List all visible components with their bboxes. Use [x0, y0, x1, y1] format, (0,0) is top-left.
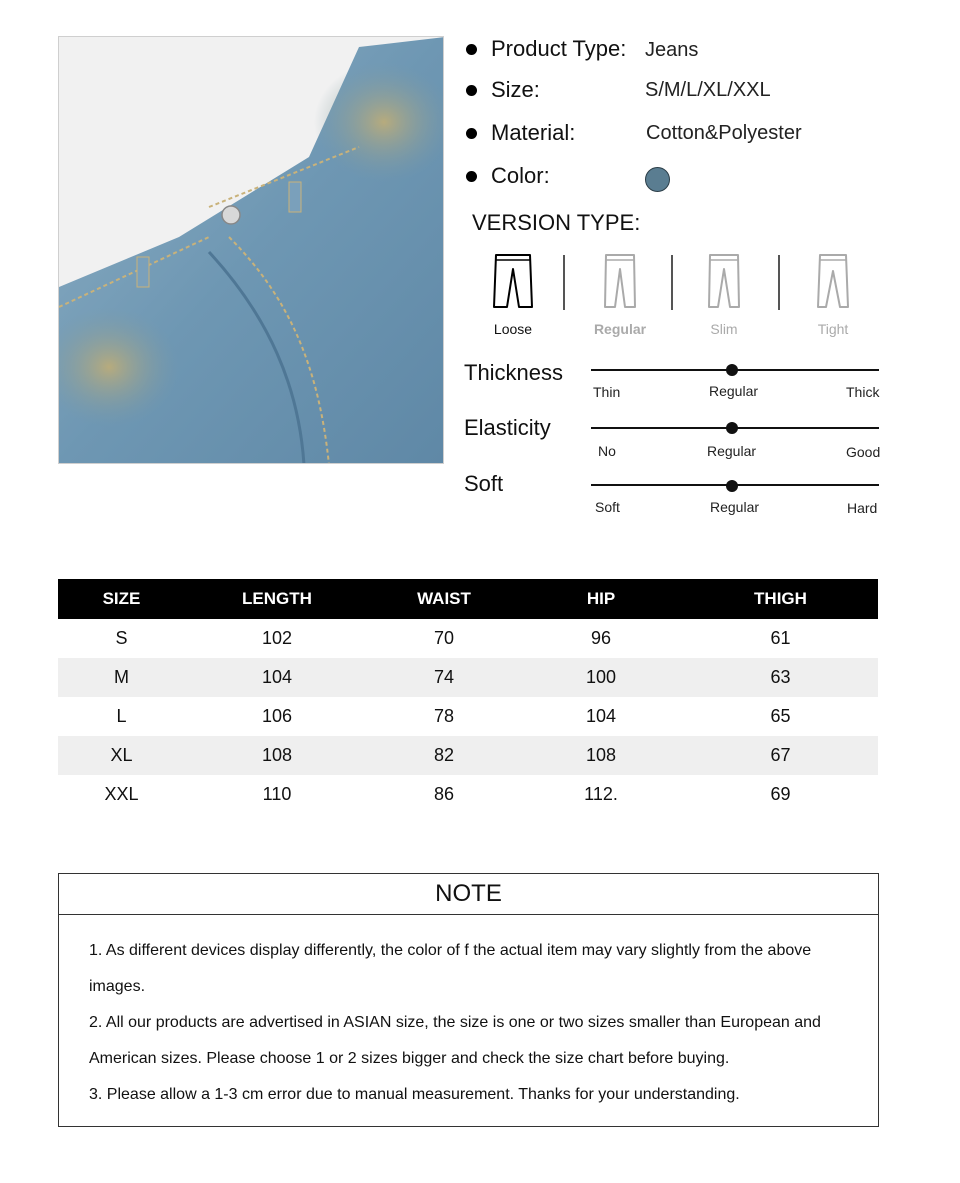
bullet-icon: [466, 85, 477, 96]
spec-material: [466, 120, 575, 146]
table-cell: 104: [585, 706, 617, 726]
scale-label-soft: Soft: [464, 471, 504, 496]
table-cell: 104: [185, 658, 369, 697]
table-cell: XL: [58, 736, 185, 775]
fit-label: Slim: [710, 321, 738, 337]
scale-min: No: [598, 443, 616, 459]
note-box: [58, 873, 879, 1127]
scale-marker: [726, 364, 738, 376]
table-cell: M: [58, 658, 185, 697]
table-cell: 61: [770, 628, 791, 648]
fit-option-tight: [803, 253, 863, 337]
column-header: WAIST: [369, 579, 519, 619]
scale-label-thickness: Thickness: [464, 360, 564, 385]
table-header-row: [58, 579, 878, 619]
fit-label: Loose: [493, 321, 533, 337]
column-header: SIZE: [58, 579, 185, 619]
spec-product-type: [466, 36, 626, 62]
table-cell: 110: [262, 784, 292, 804]
divider: [778, 255, 780, 310]
regular-pants-icon: [600, 253, 640, 311]
table-cell: 108: [185, 736, 369, 775]
column-header: HIP: [519, 579, 683, 619]
table-cell: 100: [519, 658, 683, 697]
table-cell: 63: [683, 658, 878, 697]
bullet-icon: [466, 171, 477, 182]
table-row: [58, 697, 878, 736]
spec-label: Color:: [491, 163, 550, 188]
table-row: [58, 658, 878, 697]
spec-value: Jeans: [645, 39, 699, 61]
spec-color: [466, 163, 550, 189]
note-body: [59, 915, 878, 1113]
version-type-title: VERSION TYPE:: [472, 210, 641, 235]
table-cell: L: [116, 706, 127, 726]
color-swatch: [645, 167, 670, 192]
divider: [671, 255, 673, 310]
scale-max: Good: [846, 444, 881, 460]
table-cell: S: [115, 628, 128, 648]
note-title: NOTE: [59, 874, 878, 915]
tight-pants-icon: [813, 253, 853, 311]
fit-option-loose: [483, 253, 543, 337]
table-cell: 102: [261, 628, 293, 648]
slim-pants-icon: [704, 253, 744, 311]
bullet-icon: [466, 44, 477, 55]
note-line: 1. As different devices display differently, the color of f the actual item may vary slightly from the above images.: [89, 942, 812, 995]
table-row: [58, 775, 878, 814]
table-cell: 112.: [584, 784, 618, 804]
table-row: [58, 736, 878, 775]
table-cell: 78: [433, 706, 455, 726]
note-line: 3. Please allow a 1-3 cm error due to manual measurement. Thanks for your understanding.: [89, 1086, 740, 1103]
note-line: 2. All our products are advertised in ASIAN size, the size is one or two sizes smaller than European and American sizes. Please choose 1 or 2 sizes bigger and check the size chart before buying.: [89, 1014, 821, 1067]
table-cell: 108: [519, 736, 683, 775]
fit-option-slim: [694, 253, 754, 337]
spec-value: S/M/L/XL/XXL: [645, 79, 771, 101]
table-cell: 67: [683, 736, 878, 775]
scale-mid: Regular: [709, 383, 759, 399]
table-cell: 69: [770, 784, 791, 804]
spec-value: Cotton&Polyester: [646, 122, 802, 144]
scale-mid: Regular: [707, 443, 757, 459]
spec-size: [466, 77, 540, 103]
fit-label: Tight: [817, 321, 849, 337]
table-cell: 96: [590, 628, 612, 648]
table-cell: 86: [433, 784, 455, 804]
table-cell: 106: [261, 706, 293, 726]
scale-min: Soft: [595, 499, 620, 515]
scale-max: Thick: [846, 384, 880, 400]
spec-label: Material:: [491, 120, 576, 145]
size-chart-table: [58, 579, 878, 814]
table-cell: 74: [369, 658, 519, 697]
column-header: LENGTH: [185, 579, 369, 619]
fit-label: Regular: [593, 321, 647, 337]
scale-mid: Regular: [710, 499, 760, 515]
divider: [563, 255, 565, 310]
table-cell: 70: [433, 628, 455, 648]
spec-label: Product Type:: [491, 36, 627, 61]
fit-option-regular: [590, 253, 650, 337]
loose-pants-icon: [493, 253, 533, 311]
scale-min: Thin: [593, 384, 621, 400]
spec-label: Size:: [491, 77, 540, 102]
scale-marker: [726, 422, 738, 434]
table-row: [58, 619, 878, 658]
column-header: THIGH: [683, 579, 878, 619]
table-cell: 65: [770, 706, 791, 726]
table-cell: 82: [369, 736, 519, 775]
table-cell: XXL: [104, 784, 139, 804]
scale-marker: [726, 480, 738, 492]
product-photo: [58, 36, 444, 464]
bullet-icon: [466, 128, 477, 139]
scale-max: Hard: [847, 500, 878, 516]
scale-label-elasticity: Elasticity: [464, 415, 551, 440]
